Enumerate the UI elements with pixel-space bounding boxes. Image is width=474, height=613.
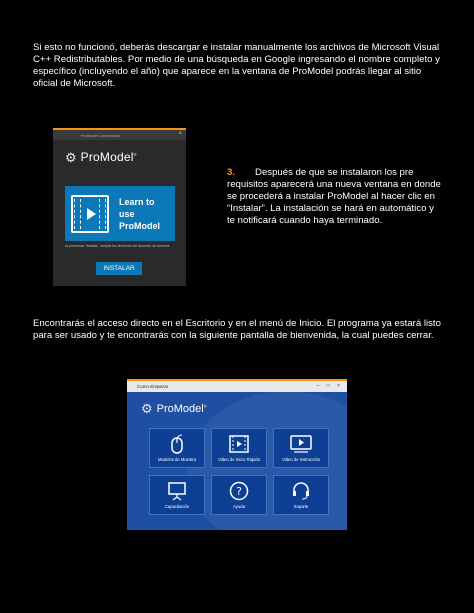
gear-logo-icon: ⚙ [141, 401, 153, 416]
welcome-titlebar [127, 381, 347, 392]
tile-soporte[interactable] [273, 475, 329, 515]
step-3-text: Después de que se instalaron los pre requisitos aparecerá una nueva ventana en donde se procederá a instalar ProModel al hacer clic en “Instalar”. La instalación se hará en automático y te notificará cuando haya terminado. [227, 167, 441, 226]
installer-window [53, 128, 186, 286]
tile-modelos-de-muestra[interactable] [149, 428, 205, 468]
svg-text:?: ? [236, 485, 242, 498]
mouse-icon [166, 434, 188, 454]
step-number: 3. [227, 167, 236, 178]
license-note: Al presionar 'Instalar', acepta los términos del acuerdo de licencia [65, 244, 170, 248]
tile-label: Capacitación [164, 504, 190, 509]
gear-logo-icon: ⚙ [65, 149, 77, 165]
presentation-board-icon [166, 481, 188, 501]
paragraph-manual-install: Si esto no funcionó, deberás descargar e instalar manualmente los archivos de Microsoft Visual C++ Redistributables. Por medio de una búsqueda en Google ingresando el nombre completo y específico (incluyendo el año) que aparece en la ventana de ProModel podrás llegar al sitio oficial de Microsoft. [33, 42, 440, 89]
paragraph-shortcut: Encontrarás el acceso directo en el Escritorio y en el menú de Inicio. El programa ya estará listo para ser usado y te encontrarás con la siguiente pantalla de bienvenida, la cual puedes cerrar. [33, 318, 441, 341]
headset-icon [290, 481, 312, 501]
tile-video-inicio-rapido[interactable] [211, 428, 267, 468]
tile-label: Ayuda [233, 504, 245, 509]
registered-mark: ® [133, 152, 137, 157]
installer-logo [65, 149, 137, 165]
tile-label: Video de Instrucción [282, 457, 320, 462]
tile-label: Soporte [293, 504, 309, 509]
install-button-label: INSTALAR [103, 265, 135, 272]
installer-titlebar [53, 130, 186, 140]
brand-name: ProModel [80, 150, 134, 164]
film-play-icon [71, 195, 109, 233]
tile-label: Modelos de Muestra [158, 457, 196, 462]
window-controls[interactable]: – □ × [316, 383, 343, 389]
promo-text: Learn to use ProModel [119, 196, 161, 231]
install-button[interactable] [96, 262, 142, 275]
help-icon [228, 481, 250, 501]
installer-title: ProModel Corporation [81, 133, 121, 138]
tile-ayuda[interactable] [211, 475, 267, 515]
welcome-title: Como Empezar [137, 384, 169, 389]
welcome-logo [141, 402, 207, 415]
step-3-paragraph [227, 167, 441, 227]
video-player-icon [290, 434, 312, 454]
registered-mark: ® [203, 402, 207, 408]
welcome-window [127, 379, 347, 530]
learn-promo-banner[interactable] [65, 186, 175, 241]
tile-capacitacion[interactable] [149, 475, 205, 515]
tile-video-instruccion[interactable] [273, 428, 329, 468]
tile-label: Video de Inicio Rápido [218, 457, 260, 462]
film-icon [228, 434, 250, 454]
close-icon[interactable]: × [178, 131, 182, 137]
brand-name: ProModel [156, 402, 204, 415]
